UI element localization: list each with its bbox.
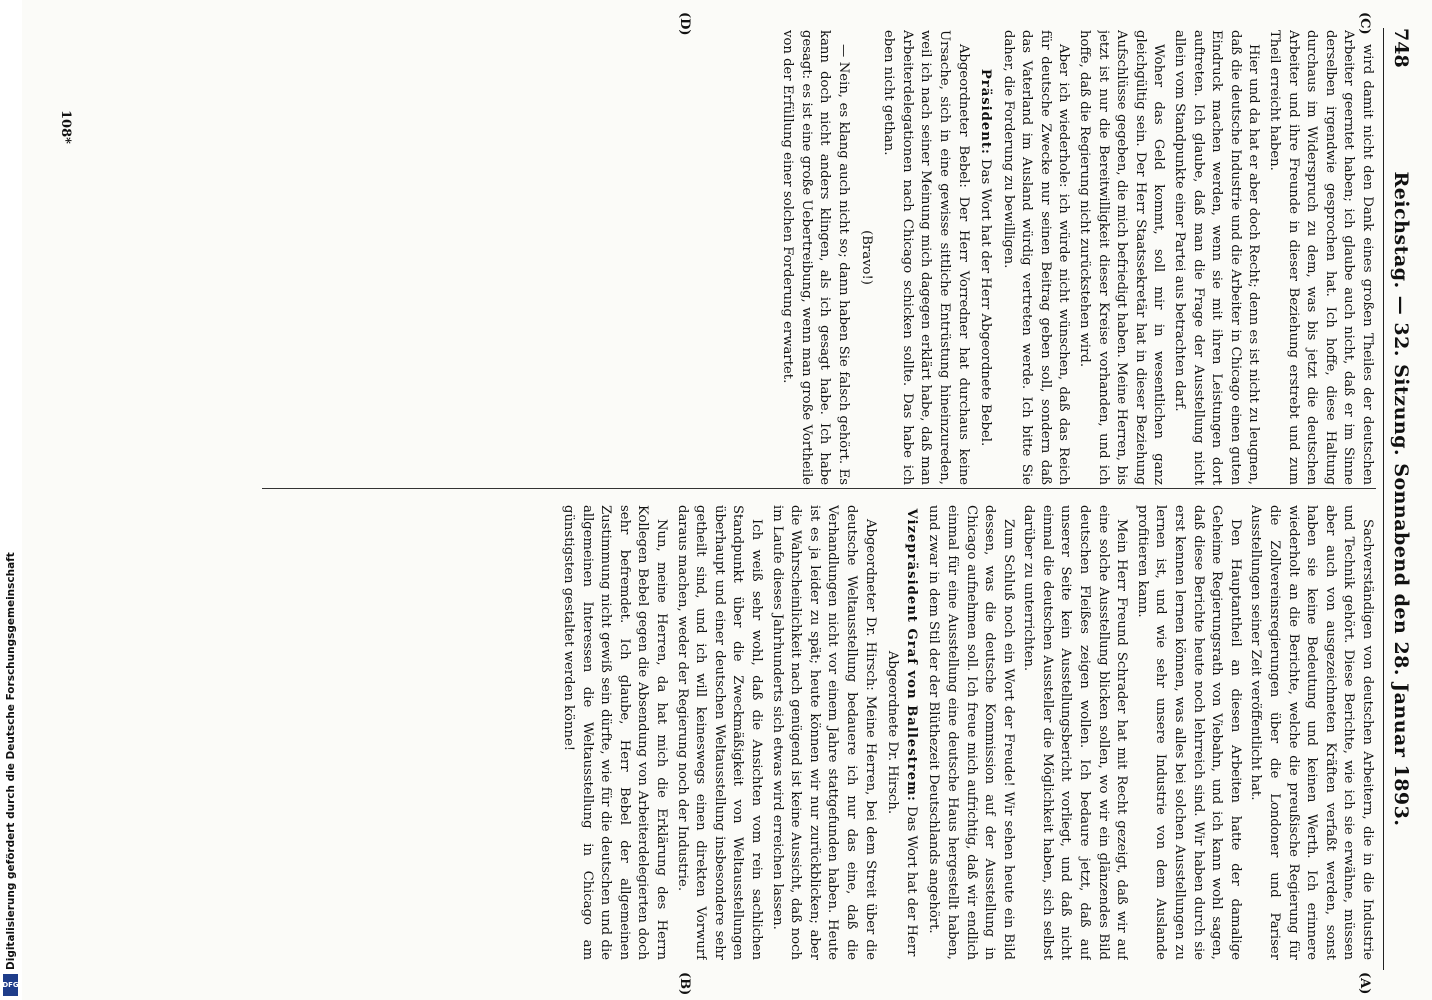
paragraph: Sachverständigen von deutschen Arbeitern, die in die Industrie und Technik gehört. Diese Berichte, wie ich sie erwähne, müssen aber auch von ausgezeichneten Kräften verfaßt werden, sonst haben sie keine Bedeutung und keinen Werth. Ich erinnere wiederholt an die Berichte, welche die preußische Regierung für die Zollvereinsregierungen über die Londoner und Pariser Ausstellungen seiner Zeit veröffentlicht hat.: [1248, 505, 1375, 960]
paragraph: wird damit nicht den Dank eines großen Theiles der deutschen Arbeiter geerntet haben; ich glaube auch nicht, daß er im Sinne derselben irgendwie gesprochen hat. Ich hoffe, diese Haltung durchaus im Widerspruch zu dem, was bis jetzt die deutschen Arbeiter und ihre Freunde in dieser Beziehung erstrebt und zum Theil erreicht haben.: [1267, 30, 1375, 485]
paragraph: Woher das Geld kommt, soll mir in wesentlichen ganz gleichgültig sein. Der Herr Staatssekretär hat in dieser Beziehung Aufschlüsse gegeben, die mich befriedigt haben. Meine Herren, bis jetzt ist nur die Bereitwilligkeit dieser Kreise vorhanden, und ich hoffe, daß die Regierung nicht zurückstehen wird.: [1077, 30, 1167, 485]
right-text-column: [86, 505, 1376, 960]
dfg-logo: DFG: [3, 974, 18, 996]
page-header: [1383, 28, 1414, 970]
paragraph: Abgeordneter Bebel: Der Herr Vorredner hat durchaus keine Ursache, sich in eine gewisse sittliche Entrüstung hineinzureden, weil ich nach seiner Meinung mich dagegen erklärt habe, daß man Arbeiterdelegationen nach Chicago schicken sollte. Das habe ich eben nicht gethan.: [881, 30, 971, 485]
paragraph: Mein Herr Freund Schrader hat mit Recht gezeigt, daß wir auf eine solche Ausstellung blicken sollen, wo wir ein glänzendes Bild deutschen Fleißes zeigen wollen. Ich bedaure jetzt, daß auf unserer Seite kein Ausstellungsbericht vorliegt, und daß nicht einmal die deutschen Aussteller die Möglichkeit haben, sich selbst darüber zu unterrichten.: [1021, 505, 1130, 960]
digitization-credit: Digitalisierung gefördert durch die Deutsche Forschungsgemeinschaft: [5, 552, 17, 970]
speaker-text: Das Wort hat der Herr Abgeordnete Bebel.: [978, 159, 994, 447]
paragraph: Den Hauptantheil an diesen Arbeiten hatte der damalige Geheime Regierungsrath von Viebahn, und ich kann wohl sagen, daß diese Berichte heute noch lehrreich sind. Wir haben durch sie erst kennen lernen können, was alles bei solchen Ausstellungen zu lernen ist, und wie sehr unsere Industrie von dem Auslande profitieren kann.: [1134, 505, 1243, 960]
page-title: Reichstag. — 32. Sitzung. Sonnabend den 28. Januar 1893.: [1390, 171, 1412, 827]
paragraph: Abgeordneter Dr. Hirsch: Meine Herren, bei dem Streit über die deutsche Weltausstellung bedauere ich nur das eine, daß die Verhandlungen nicht vor einem Jahre stattgefunden haben. Heute ist es ja leider zu spät; heute können wir nur zurückblicken; aber die Wahrscheinlichkeit nach genügend ist keine Aussicht, daß noch im Laufe dieses Jahrhunderts sich etwas wird erreichen lassen.: [769, 505, 878, 960]
vizepresident-line: [883, 505, 920, 960]
column-divider: [262, 488, 1376, 489]
scanned-page: [22, 0, 1432, 1000]
margin-mark-d: (D): [677, 12, 692, 36]
speaker-name: Vizepräsident Graf von Ballestrem:: [903, 508, 919, 802]
speaker-name: Präsident:: [978, 68, 994, 155]
paragraph: — Nein, es klang auch nicht so; dann haben Sie falsch gehört. Es kann doch nicht anders klingen, als ich gesagt habe. Ich habe gesagt: es ist eine große Uebertreibung, wenn man große Vortheile von der Erfüllung einer solchen Forderung erwartet.: [780, 30, 851, 485]
digitization-strip: [0, 0, 22, 1000]
president-line: [976, 30, 995, 485]
margin-mark-c: (C): [1357, 12, 1372, 35]
interjection: (Bravo!): [858, 230, 874, 285]
paragraph: Hier und da hat er aber doch Recht; denn es ist nicht zu leugnen, daß die deutsche Industrie und die Arbeiter in Chicago einen guten Eindruck machen werden, wenn sie mit ihren Leistungen dort auftreten. Ich glaube, daß man die Frage der Ausstellung nicht allein vom Standpunkte einer Partei aus betrachten darf.: [1172, 30, 1262, 485]
margin-mark-b: (B): [677, 972, 692, 996]
paragraph: Nun, meine Herren, da hat mich die Erklärung des Herrn Kollegen Bebel gegen die Absendung von Arbeiterdelegierten doch sehr befremdet. Ich glaube, Herr Bebel der allgemeinen Zustimmung nicht gewiß sein dürfte, wie für die deutschen und die allgemeinen Interessen die Weltausstellung in Chicago am günstigsten gestaltet werden könne!: [561, 505, 670, 960]
speaker-text: Das Wort hat der Herr Abgeordnete Dr. Hirsch.: [885, 650, 919, 957]
margin-mark-a: (A): [1357, 972, 1372, 995]
paragraph: Ich weiß sehr wohl, daß die Ansichten vom rein sachlichen Standpunkt über die Zweckmäßigkeit von Weltausstellungen überhaupt und einer deutschen Weltausstellung insbesondere sehr getheilt sind, und ich will keineswegs einen direkten Vorwurf daraus machen, weder der Regierung noch der Industrie.: [674, 505, 764, 960]
signature-number: 108*: [58, 110, 73, 144]
page-number: 748: [1390, 28, 1412, 68]
left-text-column: [86, 30, 1376, 485]
paragraph: Zum Schluß noch ein Wort der Freude! Wir sehen heute ein Bild dessen, was die deutsche Kommission auf der Ausstellung in Chicago aufnehmen soll. Ich freue mich aufrichtig, daß wir endlich einmal für eine Ausstellung eine deutsche Haus hergestellt haben, und zwar in dem Stil der der Blüthezeit Deutschlands angehört.: [926, 505, 1016, 960]
paragraph: Aber ich wiederhole: ich würde nicht wünschen, daß das Reich für deutsche Zwecke nur seinen Beitrag geben soll, sondern daß das Vaterland im Ausland würdig vertreten werde. Ich bitte Sie daher, die Forderung zu bewilligen.: [1000, 30, 1072, 485]
